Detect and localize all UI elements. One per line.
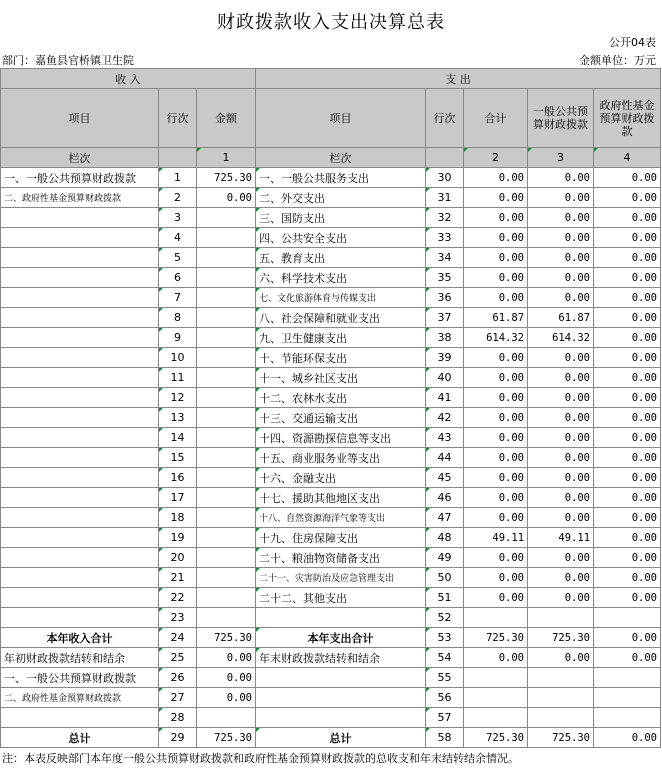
expense-total-header: 合计 [464, 89, 528, 148]
left-item-cell [1, 708, 159, 728]
left-amount-cell [197, 708, 256, 728]
left-amount-cell [197, 248, 256, 268]
right-total-cell: 0.00 [464, 448, 528, 468]
right-total-cell: 0.00 [464, 228, 528, 248]
left-item-cell [1, 248, 159, 268]
left-line-cell: 29 [159, 728, 197, 748]
right-line-cell: 38 [426, 328, 464, 348]
left-amount-cell: 725.30 [197, 628, 256, 648]
left-item-cell [1, 388, 159, 408]
right-line-cell: 49 [426, 548, 464, 568]
left-item-cell [1, 228, 159, 248]
left-amount-cell [197, 528, 256, 548]
right-line-cell: 47 [426, 508, 464, 528]
left-amount-cell: 0.00 [197, 668, 256, 688]
left-amount-cell [197, 548, 256, 568]
right-fund-cell [594, 708, 661, 728]
right-fund-cell: 0.00 [594, 428, 661, 448]
right-total-cell: 0.00 [464, 548, 528, 568]
left-amount-cell [197, 328, 256, 348]
left-item-cell: 总计 [1, 728, 159, 748]
fund-budget-header: 政府性基金预算财政拨款 [594, 89, 661, 148]
right-total-cell: 0.00 [464, 488, 528, 508]
right-fund-cell: 0.00 [594, 188, 661, 208]
table-row [1, 188, 661, 208]
right-fund-cell: 0.00 [594, 368, 661, 388]
unit-label: 金额单位：万元 [579, 54, 656, 67]
table-row [1, 688, 661, 708]
right-general-cell: 0.00 [528, 248, 594, 268]
left-line-cell: 27 [159, 688, 197, 708]
right-fund-cell: 0.00 [594, 388, 661, 408]
right-general-cell: 0.00 [528, 208, 594, 228]
right-fund-cell: 0.00 [594, 648, 661, 668]
left-line-cell: 16 [159, 468, 197, 488]
left-line-cell: 3 [159, 208, 197, 228]
left-item-cell [1, 508, 159, 528]
table-row [1, 328, 661, 348]
right-general-cell: 725.30 [528, 728, 594, 748]
left-line-cell: 12 [159, 388, 197, 408]
right-item-cell: 十八、自然资源海洋气象等支出 [256, 508, 426, 528]
right-general-cell: 0.00 [528, 648, 594, 668]
right-line-cell: 40 [426, 368, 464, 388]
right-fund-cell: 0.00 [594, 208, 661, 228]
right-line-cell: 44 [426, 448, 464, 468]
left-item-cell [1, 488, 159, 508]
right-line-cell: 51 [426, 588, 464, 608]
left-amount-cell: 0.00 [197, 188, 256, 208]
right-item-cell: 四、公共安全支出 [256, 228, 426, 248]
left-item-cell: 一、一般公共预算财政拨款 [1, 668, 159, 688]
right-total-cell: 0.00 [464, 268, 528, 288]
right-item-cell: 九、卫生健康支出 [256, 328, 426, 348]
col-index-1: 1 [197, 148, 256, 168]
left-line-cell: 7 [159, 288, 197, 308]
table-row [1, 248, 661, 268]
right-line-cell: 55 [426, 668, 464, 688]
right-general-cell: 0.00 [528, 348, 594, 368]
left-line-cell: 17 [159, 488, 197, 508]
table-row [1, 208, 661, 228]
table-code: 公开04表 [609, 36, 656, 49]
income-line-header: 行次 [159, 89, 197, 148]
right-item-cell: 十一、城乡社区支出 [256, 368, 426, 388]
left-line-cell: 20 [159, 548, 197, 568]
left-line-cell: 1 [159, 168, 197, 188]
table-row [1, 408, 661, 428]
left-item-cell [1, 528, 159, 548]
right-general-cell: 0.00 [528, 468, 594, 488]
right-line-cell: 36 [426, 288, 464, 308]
right-item-cell: 二十二、其他支出 [256, 588, 426, 608]
right-line-cell: 34 [426, 248, 464, 268]
right-item-cell [256, 688, 426, 708]
income-item-header: 项目 [1, 89, 159, 148]
right-general-cell: 49.11 [528, 528, 594, 548]
left-amount-cell [197, 588, 256, 608]
right-item-cell: 五、教育支出 [256, 248, 426, 268]
right-total-cell: 0.00 [464, 248, 528, 268]
col-index-4: 4 [594, 148, 661, 168]
left-line-cell: 13 [159, 408, 197, 428]
left-line-cell: 21 [159, 568, 197, 588]
column-index-row [1, 148, 661, 168]
right-fund-cell: 0.00 [594, 228, 661, 248]
right-fund-cell: 0.00 [594, 528, 661, 548]
right-line-cell: 52 [426, 608, 464, 628]
table-row [1, 448, 661, 468]
left-amount-cell [197, 608, 256, 628]
left-item-cell: 本年收入合计 [1, 628, 159, 648]
income-col-label: 栏次 [1, 148, 159, 168]
right-line-cell: 58 [426, 728, 464, 748]
expense-item-header: 项目 [256, 89, 426, 148]
right-item-cell [256, 668, 426, 688]
right-general-cell [528, 668, 594, 688]
right-total-cell: 614.32 [464, 328, 528, 348]
right-total-cell: 0.00 [464, 168, 528, 188]
left-item-cell [1, 268, 159, 288]
general-budget-header: 一般公共预算财政拨款 [528, 89, 594, 148]
left-amount-cell: 725.30 [197, 728, 256, 748]
table-row [1, 368, 661, 388]
department-label: 部门：嘉鱼县官桥镇卫生院 [2, 54, 134, 67]
right-item-cell: 十九、住房保障支出 [256, 528, 426, 548]
right-general-cell: 0.00 [528, 428, 594, 448]
right-total-cell: 725.30 [464, 728, 528, 748]
table-row [1, 488, 661, 508]
right-item-cell: 本年支出合计 [256, 628, 426, 648]
right-fund-cell: 0.00 [594, 308, 661, 328]
right-fund-cell: 0.00 [594, 288, 661, 308]
right-general-cell: 0.00 [528, 488, 594, 508]
report-title: 财政拨款收入支出决算总表 [217, 12, 445, 33]
left-line-cell: 5 [159, 248, 197, 268]
left-item-cell [1, 468, 159, 488]
right-general-cell: 0.00 [528, 288, 594, 308]
left-amount-cell: 0.00 [197, 688, 256, 708]
table-row [1, 668, 661, 688]
left-line-cell: 28 [159, 708, 197, 728]
left-amount-cell [197, 268, 256, 288]
right-fund-cell: 0.00 [594, 328, 661, 348]
right-item-cell: 二十一、灾害防治及应急管理支出 [256, 568, 426, 588]
right-item-cell: 十四、资源勘探信息等支出 [256, 428, 426, 448]
right-general-cell: 0.00 [528, 188, 594, 208]
right-general-cell: 0.00 [528, 268, 594, 288]
right-line-cell: 42 [426, 408, 464, 428]
left-amount-cell [197, 428, 256, 448]
left-amount-cell [197, 308, 256, 328]
table-row [1, 568, 661, 588]
left-item-cell [1, 308, 159, 328]
right-line-cell: 37 [426, 308, 464, 328]
left-amount-cell [197, 208, 256, 228]
left-amount-cell [197, 508, 256, 528]
right-line-cell: 48 [426, 528, 464, 548]
right-general-cell [528, 688, 594, 708]
left-line-cell: 14 [159, 428, 197, 448]
left-line-cell: 23 [159, 608, 197, 628]
left-item-cell: 年初财政拨款结转和结余 [1, 648, 159, 668]
right-item-cell: 十五、商业服务业等支出 [256, 448, 426, 468]
right-fund-cell: 0.00 [594, 248, 661, 268]
left-line-cell: 18 [159, 508, 197, 528]
left-item-cell [1, 348, 159, 368]
right-fund-cell: 0.00 [594, 468, 661, 488]
right-general-cell: 0.00 [528, 228, 594, 248]
right-line-cell: 39 [426, 348, 464, 368]
right-general-cell: 61.87 [528, 308, 594, 328]
right-line-cell: 45 [426, 468, 464, 488]
right-fund-cell: 0.00 [594, 408, 661, 428]
left-item-cell [1, 448, 159, 468]
right-item-cell: 二十、粮油物资储备支出 [256, 548, 426, 568]
col-index-3: 3 [528, 148, 594, 168]
right-general-cell: 0.00 [528, 168, 594, 188]
table-row [1, 728, 661, 748]
left-item-cell [1, 368, 159, 388]
left-item-cell [1, 428, 159, 448]
right-general-cell: 0.00 [528, 448, 594, 468]
right-total-cell: 0.00 [464, 288, 528, 308]
left-amount-cell [197, 468, 256, 488]
right-line-cell: 35 [426, 268, 464, 288]
right-total-cell: 0.00 [464, 348, 528, 368]
right-fund-cell: 0.00 [594, 488, 661, 508]
income-amount-header: 金额 [197, 89, 256, 148]
right-fund-cell: 0.00 [594, 548, 661, 568]
right-fund-cell: 0.00 [594, 588, 661, 608]
right-general-cell: 0.00 [528, 368, 594, 388]
right-line-cell: 41 [426, 388, 464, 408]
table-row [1, 628, 661, 648]
right-line-cell: 31 [426, 188, 464, 208]
table-row [1, 468, 661, 488]
table-row [1, 308, 661, 328]
table-row [1, 268, 661, 288]
right-general-cell [528, 708, 594, 728]
col-index-2: 2 [464, 148, 528, 168]
right-total-cell: 0.00 [464, 188, 528, 208]
left-line-cell: 15 [159, 448, 197, 468]
left-line-cell: 19 [159, 528, 197, 548]
left-line-cell: 26 [159, 668, 197, 688]
table-row [1, 508, 661, 528]
right-fund-cell: 0.00 [594, 628, 661, 648]
table-row [1, 388, 661, 408]
right-general-cell: 0.00 [528, 548, 594, 568]
right-item-cell [256, 608, 426, 628]
right-line-cell: 54 [426, 648, 464, 668]
left-item-cell [1, 288, 159, 308]
section-header-row [1, 69, 661, 89]
table-row [1, 588, 661, 608]
expense-col-label: 栏次 [256, 148, 426, 168]
left-item-cell [1, 568, 159, 588]
left-item-cell [1, 548, 159, 568]
expense-header: 支 出 [256, 69, 661, 89]
table-row [1, 168, 661, 188]
left-line-cell: 22 [159, 588, 197, 608]
right-item-cell: 七、文化旅游体育与传媒支出 [256, 288, 426, 308]
budget-table [0, 68, 661, 748]
footnote: 注：本表反映部门本年度一般公共预算财政拨款和政府性基金预算财政拨款的总收支和年末结转结余情况。 [2, 752, 519, 765]
right-item-cell: 二、外交支出 [256, 188, 426, 208]
left-line-cell: 4 [159, 228, 197, 248]
left-amount-cell: 0.00 [197, 648, 256, 668]
left-item-cell: 一、一般公共预算财政拨款 [1, 168, 159, 188]
right-general-cell: 0.00 [528, 568, 594, 588]
right-total-cell: 0.00 [464, 568, 528, 588]
left-line-cell: 25 [159, 648, 197, 668]
right-item-cell [256, 708, 426, 728]
table-row [1, 528, 661, 548]
right-total-cell: 0.00 [464, 508, 528, 528]
left-amount-cell [197, 408, 256, 428]
left-amount-cell [197, 348, 256, 368]
right-general-cell [528, 608, 594, 628]
right-fund-cell: 0.00 [594, 348, 661, 368]
table-body [1, 168, 661, 748]
right-fund-cell [594, 688, 661, 708]
right-general-cell: 0.00 [528, 408, 594, 428]
table-row [1, 708, 661, 728]
right-item-cell: 十三、交通运输支出 [256, 408, 426, 428]
left-item-cell [1, 608, 159, 628]
right-general-cell: 614.32 [528, 328, 594, 348]
right-line-cell: 46 [426, 488, 464, 508]
left-item-cell: 二、政府性基金预算财政拨款 [1, 688, 159, 708]
left-amount-cell [197, 448, 256, 468]
table-row [1, 608, 661, 628]
left-item-cell [1, 208, 159, 228]
right-item-cell: 十六、金融支出 [256, 468, 426, 488]
right-total-cell: 49.11 [464, 528, 528, 548]
table-row [1, 228, 661, 248]
right-line-cell: 50 [426, 568, 464, 588]
right-general-cell: 0.00 [528, 388, 594, 408]
right-item-cell: 十、节能环保支出 [256, 348, 426, 368]
right-total-cell: 0.00 [464, 588, 528, 608]
right-item-cell: 八、社会保障和就业支出 [256, 308, 426, 328]
left-line-cell: 8 [159, 308, 197, 328]
right-item-cell: 六、科学技术支出 [256, 268, 426, 288]
income-header: 收 入 [1, 69, 256, 89]
right-total-cell: 0.00 [464, 428, 528, 448]
right-total-cell: 725.30 [464, 628, 528, 648]
left-line-cell: 9 [159, 328, 197, 348]
right-fund-cell: 0.00 [594, 268, 661, 288]
table-row [1, 548, 661, 568]
left-amount-cell: 725.30 [197, 168, 256, 188]
right-general-cell: 0.00 [528, 508, 594, 528]
right-fund-cell: 0.00 [594, 448, 661, 468]
column-header-row [1, 89, 661, 148]
right-total-cell: 0.00 [464, 388, 528, 408]
right-line-cell: 30 [426, 168, 464, 188]
right-line-cell: 57 [426, 708, 464, 728]
left-amount-cell [197, 388, 256, 408]
right-total-cell: 0.00 [464, 648, 528, 668]
left-amount-cell [197, 488, 256, 508]
right-total-cell: 61.87 [464, 308, 528, 328]
right-item-cell: 三、国防支出 [256, 208, 426, 228]
right-line-cell: 33 [426, 228, 464, 248]
right-fund-cell: 0.00 [594, 508, 661, 528]
right-fund-cell: 0.00 [594, 568, 661, 588]
left-amount-cell [197, 228, 256, 248]
right-total-cell: 0.00 [464, 408, 528, 428]
right-item-cell: 十二、农林水支出 [256, 388, 426, 408]
right-fund-cell: 0.00 [594, 728, 661, 748]
right-fund-cell: 0.00 [594, 168, 661, 188]
right-item-cell: 十七、援助其他地区支出 [256, 488, 426, 508]
right-fund-cell [594, 668, 661, 688]
left-amount-cell [197, 288, 256, 308]
right-item-cell: 年末财政拨款结转和结余 [256, 648, 426, 668]
right-line-cell: 32 [426, 208, 464, 228]
right-general-cell: 0.00 [528, 588, 594, 608]
right-total-cell [464, 608, 528, 628]
left-item-cell [1, 328, 159, 348]
right-general-cell: 725.30 [528, 628, 594, 648]
left-amount-cell [197, 368, 256, 388]
left-line-cell: 2 [159, 188, 197, 208]
right-fund-cell [594, 608, 661, 628]
right-total-cell: 0.00 [464, 468, 528, 488]
left-line-cell: 6 [159, 268, 197, 288]
left-item-cell: 二、政府性基金预算财政拨款 [1, 188, 159, 208]
table-row [1, 428, 661, 448]
table-row [1, 288, 661, 308]
right-item-cell: 一、一般公共服务支出 [256, 168, 426, 188]
right-total-cell [464, 708, 528, 728]
right-total-cell [464, 668, 528, 688]
right-total-cell [464, 688, 528, 708]
expense-line-header: 行次 [426, 89, 464, 148]
right-line-cell: 56 [426, 688, 464, 708]
right-total-cell: 0.00 [464, 208, 528, 228]
right-total-cell: 0.00 [464, 368, 528, 388]
right-item-cell: 总计 [256, 728, 426, 748]
left-amount-cell [197, 568, 256, 588]
left-line-cell: 10 [159, 348, 197, 368]
table-row [1, 348, 661, 368]
table-row [1, 648, 661, 668]
left-line-cell: 11 [159, 368, 197, 388]
left-line-cell: 24 [159, 628, 197, 648]
left-item-cell [1, 408, 159, 428]
right-line-cell: 43 [426, 428, 464, 448]
left-item-cell [1, 588, 159, 608]
right-line-cell: 53 [426, 628, 464, 648]
